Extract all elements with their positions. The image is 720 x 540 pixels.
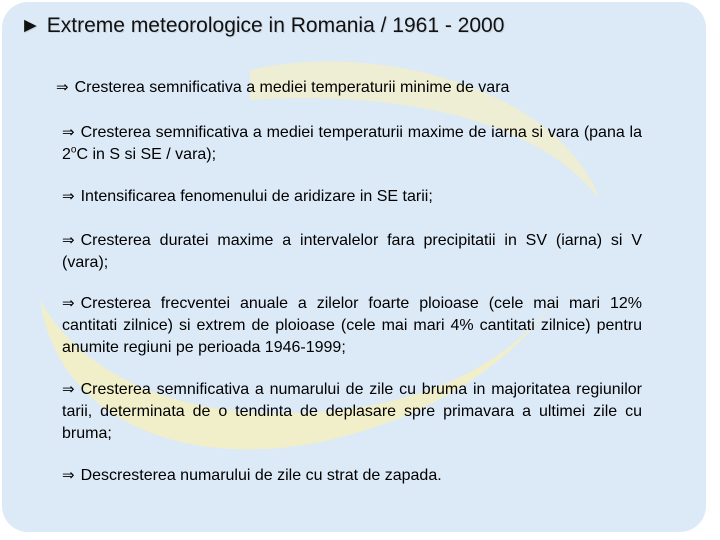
implies-arrow-icon: ⇒ — [56, 78, 69, 96]
play-arrow-icon: ► — [20, 14, 41, 37]
implies-arrow-icon: ⇒ — [62, 231, 75, 249]
list-item-text: Intensificarea fenomenului de aridizare in SE tarii; — [80, 188, 433, 205]
implies-arrow-icon: ⇒ — [62, 380, 75, 398]
implies-arrow-icon: ⇒ — [62, 187, 75, 205]
list-item-text: Cresterea semnificativa a numarului de zile cu bruma in majoritatea regiunilor tarii, determinata de o tendinta de deplasare spre primavara a ultimei zile cu bruma; — [62, 381, 642, 442]
list-item-text: Descresterea numarului de zile cu strat de zapada. — [80, 467, 442, 484]
list-item — [62, 464, 642, 487]
slide-title — [20, 14, 504, 38]
implies-arrow-icon: ⇒ — [62, 294, 75, 312]
list-item — [62, 121, 642, 166]
list-item — [62, 229, 642, 274]
implies-arrow-icon: ⇒ — [62, 466, 75, 484]
list-item — [62, 292, 642, 359]
list-item-text: Cresterea duratei maxime a intervalelor fara precipitatii in SV (iarna) si V (vara); — [62, 232, 642, 271]
list-item-text-end: C in S si SE / vara); — [76, 146, 217, 163]
list-item-text: Cresterea semnificativa a mediei temperaturii minime de vara — [74, 79, 510, 96]
list-item — [56, 76, 636, 99]
implies-arrow-icon: ⇒ — [62, 123, 75, 141]
list-item — [62, 185, 642, 208]
list-item-text: Cresterea frecventei anuale a zilelor foarte ploioase (cele mai mari 12% cantitati zilnice) si extrem de ploioase (cele mai mari 4% cantitati zilnice) pentru anumite regiuni pe perioada 1946-1999; — [62, 295, 642, 356]
list-item — [62, 378, 642, 445]
list-item-text: Cresterea semnificativa a mediei temperaturii maxime de iarna si vara (pana la 2 — [62, 124, 642, 163]
degree-superscript: o — [70, 144, 77, 156]
slide-title-text: Extreme meteorologice in Romania / 1961 - 2000 — [46, 14, 505, 37]
